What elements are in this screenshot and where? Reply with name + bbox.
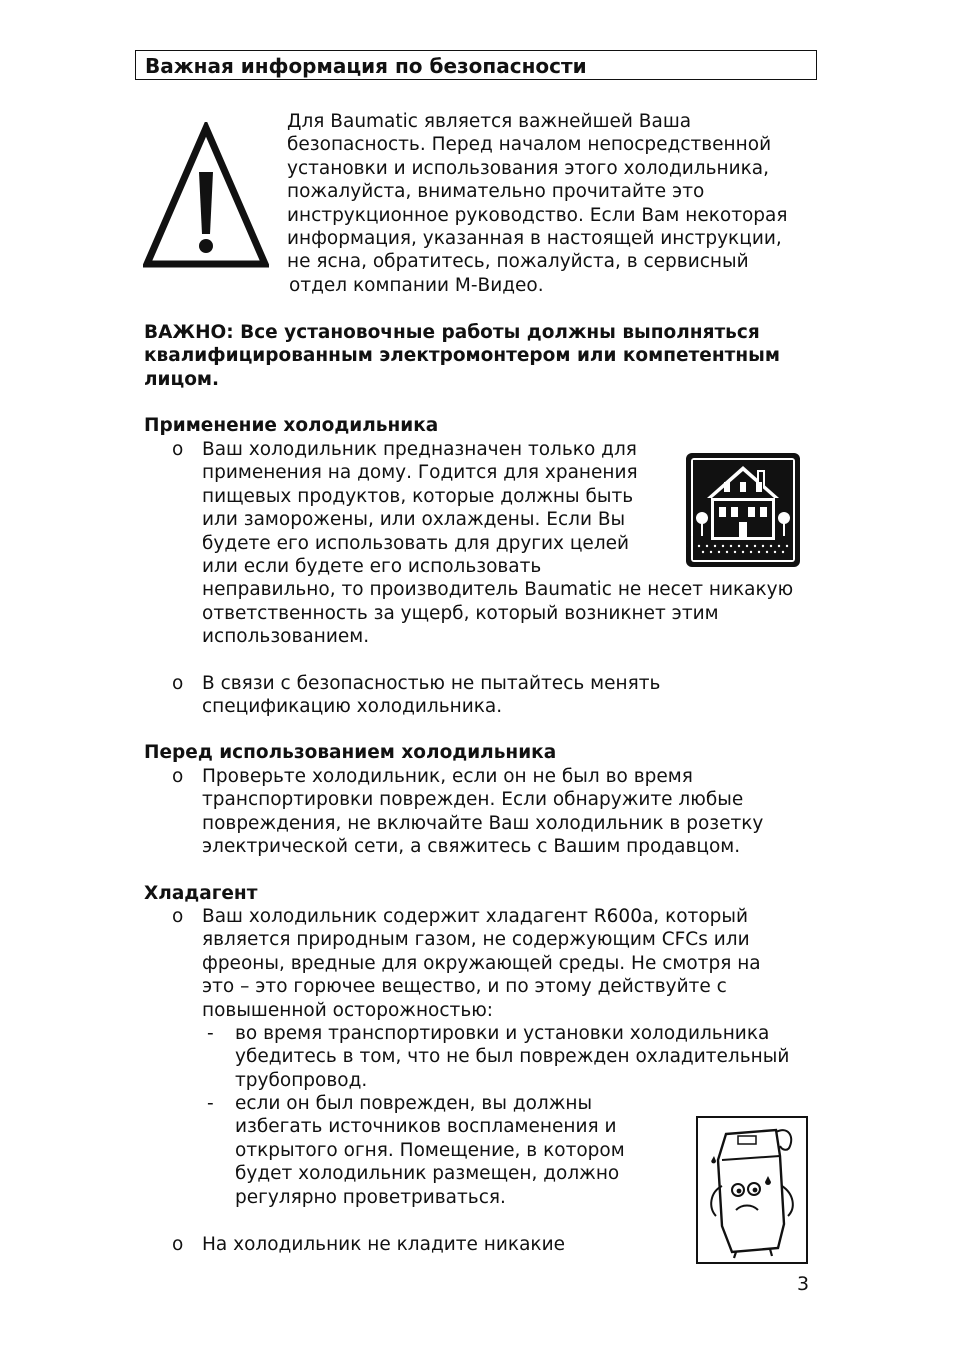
list-item-line: использованием. bbox=[202, 626, 370, 648]
section-heading-refrigerant: Хладагент bbox=[144, 883, 258, 904]
important-line: лицом. bbox=[144, 368, 220, 390]
page-number: 3 bbox=[797, 1273, 810, 1295]
sub-item-line: во время транспортировки и установки холодильника bbox=[235, 1023, 770, 1044]
important-notice bbox=[144, 321, 824, 391]
section-heading-application: Применение холодильника bbox=[144, 415, 439, 436]
bullet-marker: o bbox=[172, 673, 184, 694]
list-item-line: неправильно, то производитель Baumatic не несет никакую bbox=[202, 579, 794, 601]
sub-item-line: избегать источников воспламенения и bbox=[235, 1116, 617, 1138]
list-item-line: Ваш холодильник содержит хладагент R600a, который bbox=[202, 906, 749, 927]
intro-line: установки и использования этого холодильника, bbox=[287, 157, 770, 179]
list-item-refrigerant-1 bbox=[202, 905, 761, 1022]
list-item-line: транспортировки поврежден. Если обнаружите любые bbox=[202, 789, 744, 811]
sub-item-line: трубопровод. bbox=[235, 1069, 368, 1091]
intro-line: пожалуйста, внимательно прочитайте это bbox=[287, 181, 705, 203]
intro-paragraph bbox=[287, 110, 817, 297]
sub-item-refrigerant-2 bbox=[235, 1092, 625, 1209]
important-line: квалифицированным электромонтером или компетентным bbox=[144, 345, 780, 367]
sub-item-line: убедитесь в том, что не был поврежден охладительный bbox=[235, 1046, 790, 1068]
bullet-marker: o bbox=[172, 1234, 184, 1255]
list-item-line: ответственность за ущерб, который возникнет этим bbox=[202, 602, 719, 624]
intro-line: не ясна, обратитесь, пожалуйста, в сервисный bbox=[287, 251, 749, 273]
intro-line: Для Baumatic является важнейшей Ваша bbox=[287, 111, 692, 132]
fridge-cartoon-icon bbox=[696, 1116, 808, 1264]
list-item-line: это – это горючее вещество, и по этому действуйте с bbox=[202, 976, 727, 998]
intro-line: безопасность. Перед началом непосредственной bbox=[287, 134, 772, 156]
sub-item-line: открытого огня. Помещение, в котором bbox=[235, 1139, 625, 1161]
section-heading-before-use: Перед использованием холодильника bbox=[144, 742, 557, 763]
list-item-line: В связи с безопасностью не пытайтесь менять bbox=[202, 673, 661, 694]
bullet-marker: o bbox=[172, 906, 184, 927]
list-item-line: применения на дому. Годится для хранения bbox=[202, 462, 638, 484]
section-title-box bbox=[135, 50, 817, 80]
page-title: Важная информация по безопасности bbox=[145, 54, 587, 78]
list-item-refrigerant-2 bbox=[202, 1233, 565, 1256]
intro-line: отдел компании М-Видео. bbox=[289, 274, 544, 296]
list-item-line: Ваш холодильник предназначен только для bbox=[202, 439, 637, 460]
warning-triangle-icon bbox=[143, 122, 269, 270]
list-item-line: электрической сети, а свяжитесь с Вашим продавцом. bbox=[202, 836, 741, 858]
sub-item-line: будет холодильник размещен, должно bbox=[235, 1163, 620, 1185]
bullet-marker: o bbox=[172, 439, 184, 460]
sub-item-line: если он был поврежден, вы должны bbox=[235, 1093, 593, 1114]
list-item-line: спецификацию холодильника. bbox=[202, 696, 503, 718]
list-item-application-2 bbox=[202, 672, 660, 719]
list-item-line: пищевых продуктов, которые должны быть bbox=[202, 485, 634, 507]
list-item-before-use-1 bbox=[202, 765, 763, 859]
bullet-marker: o bbox=[172, 766, 184, 787]
list-item-line: или заморожены, или охлаждены. Если Вы bbox=[202, 509, 626, 531]
list-item-line: повышенной осторожностью: bbox=[202, 999, 494, 1021]
sub-item-refrigerant-1 bbox=[235, 1022, 789, 1092]
intro-line: инструкционное руководство. Если Вам некоторая bbox=[287, 204, 788, 226]
list-item-line: фреоны, вредные для окружающей среды. Не смотря на bbox=[202, 952, 761, 974]
list-item-line: Проверьте холодильник, если он не был во время bbox=[202, 766, 693, 787]
list-item-line: или если будете его использовать bbox=[202, 556, 542, 578]
intro-line: информация, указанная в настоящей инструкции, bbox=[287, 228, 782, 250]
dash-marker: - bbox=[207, 1023, 214, 1044]
important-line: ВАЖНО: Все установочные работы должны выполняться bbox=[144, 322, 760, 343]
list-item-line: повреждения, не включайте Ваш холодильник в розетку bbox=[202, 812, 764, 834]
list-item-line: будете его использовать для других целей bbox=[202, 532, 630, 554]
sub-item-line: регулярно проветриваться. bbox=[235, 1186, 506, 1208]
house-icon bbox=[685, 452, 801, 568]
dash-marker: - bbox=[207, 1093, 214, 1114]
list-item-line: является природным газом, не содержующим CFCs или bbox=[202, 929, 750, 951]
list-item-line: На холодильник не кладите никакие bbox=[202, 1234, 566, 1255]
